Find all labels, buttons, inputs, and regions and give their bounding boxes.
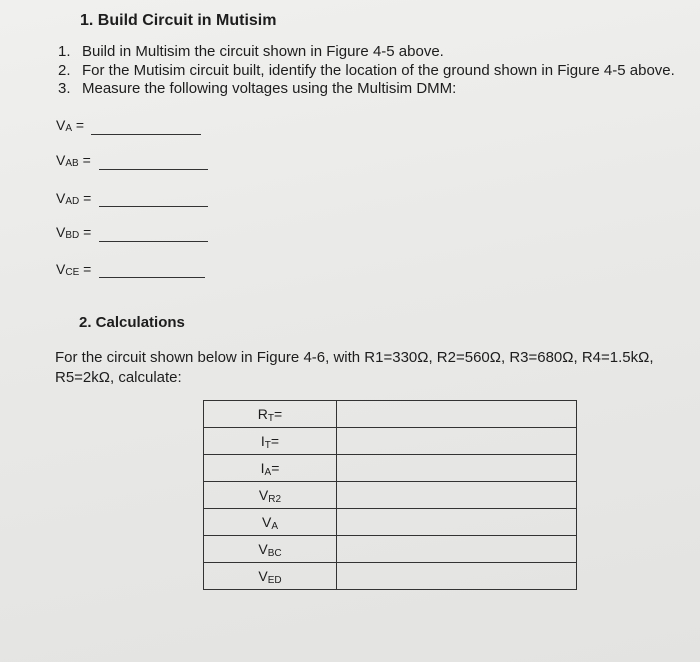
section-2-title: 2. Calculations [79, 314, 185, 331]
answer-cell-ved[interactable] [337, 563, 577, 590]
row-label-ved: $V_{ED}$ [204, 563, 337, 590]
instruction-text: Build in Multisim the circuit shown in Figure 4-5 above. [82, 43, 444, 60]
instruction-number: 3. [58, 80, 71, 97]
measurement-va-label: $V_A$ = [56, 117, 85, 134]
measurement-vce-blank[interactable] [99, 277, 205, 278]
measurement-vad-blank[interactable] [99, 206, 208, 207]
measurement-vbd-label: $V_{BD}$ = [56, 224, 92, 241]
measurement-vad-label: $V_{AD}$ = [56, 190, 92, 207]
table-row [204, 509, 577, 536]
table-row [204, 401, 577, 428]
row-label-rt: $R_T=$ [204, 401, 337, 428]
calculation-table [203, 400, 577, 590]
instruction-text: Measure the following voltages using the Multisim DMM: [82, 80, 457, 97]
measurement-va-blank[interactable] [91, 134, 201, 135]
measurement-vce-label: $V_{CE}$ = [56, 261, 92, 278]
measurement-vab-label: $V_{AB}$ = [56, 152, 91, 169]
instruction-text: For the Mutisim circuit built, identify the location of the ground shown in Figure 4-5 above. [82, 62, 675, 79]
instruction-item-2 [58, 62, 675, 79]
answer-cell-ia[interactable] [337, 455, 577, 482]
measurement-vab-blank[interactable] [99, 169, 208, 170]
measurement-vbd-blank[interactable] [99, 241, 208, 242]
answer-cell-vr2[interactable] [337, 482, 577, 509]
table-row [204, 536, 577, 563]
row-label-vr2: $V_{R2}$ [204, 482, 337, 509]
answer-cell-va[interactable] [337, 509, 577, 536]
row-label-it: $I_T=$ [204, 428, 337, 455]
row-label-va: $V_A$ [204, 509, 337, 536]
row-label-vbc: $V_{BC}$ [204, 536, 337, 563]
table-row [204, 428, 577, 455]
calculation-instructions: For the circuit shown below in Figure 4-6, with R1=330Ω, R2=560Ω, R3=680Ω, R4=1.5kΩ, R5=2kΩ, calculate: [55, 349, 654, 386]
instruction-number: 2. [58, 62, 71, 79]
table-row [204, 482, 577, 509]
row-label-ia: $I_A=$ [204, 455, 337, 482]
instruction-number: 1. [58, 43, 71, 60]
instruction-item-3 [58, 80, 456, 97]
table-row [204, 563, 577, 590]
table-row [204, 455, 577, 482]
answer-cell-rt[interactable] [337, 401, 577, 428]
answer-cell-it[interactable] [337, 428, 577, 455]
section-1-title: 1. Build Circuit in Mutisim [80, 12, 277, 29]
instruction-item-1 [58, 43, 444, 60]
answer-cell-vbc[interactable] [337, 536, 577, 563]
